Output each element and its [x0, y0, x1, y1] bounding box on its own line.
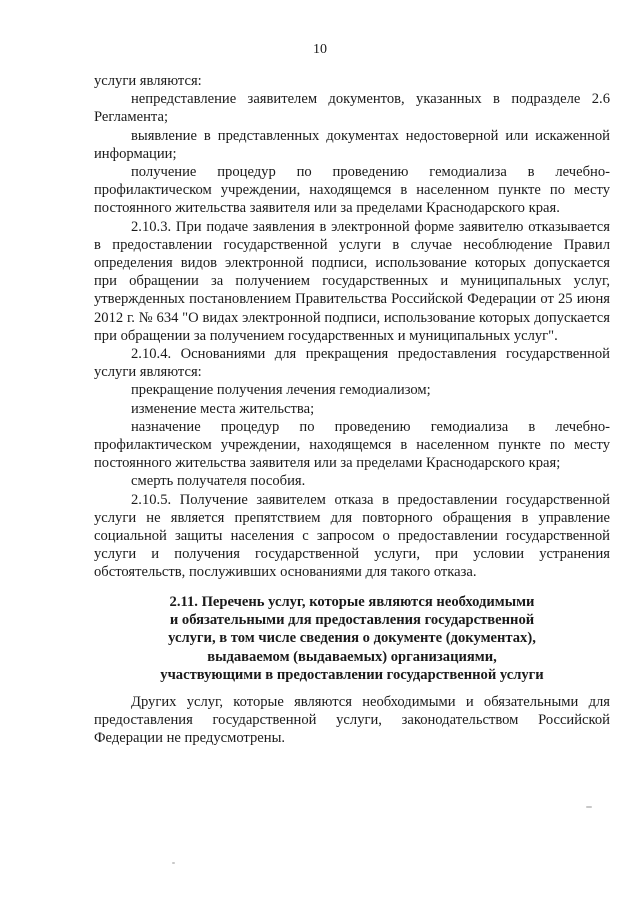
heading-line: и обязательными для предоставления государственной: [169, 612, 535, 629]
scan-mark: [586, 806, 592, 808]
paragraph-2-10-4: 2.10.4. Основаниями для прекращения предоставления государственной услуги являются:: [94, 346, 610, 381]
heading-line: 2.11. Перечень услуг, которые являются необходимыми: [169, 594, 535, 610]
paragraph-recipient-death: смерть получателя пособия.: [131, 473, 306, 490]
paragraph-false-information: выявление в представленных документах недостоверной или искаженной информации;: [94, 127, 610, 162]
page-number: 10: [313, 42, 327, 57]
heading-line: выдаваемом (выдаваемых) организациями,: [207, 648, 497, 665]
paragraph-hemodialysis-assigned: назначение процедур по проведению гемодиализа в лечебно-профилактическом учреждении, находящемся в населенном пункте по месту постоянного жительства заявителя или за пределами Краснодарского края;: [94, 418, 610, 472]
paragraph-non-submission: непредставление заявителем документов, указанных в подразделе 2.6 Регламента;: [94, 91, 610, 126]
paragraph-no-other-services: Других услуг, которые являются необходимыми и обязательными для предоставления государственной услуги, законодательством Российской Федерации не предусмотрены.: [94, 694, 610, 747]
scan-mark: [172, 862, 175, 864]
section-heading-2-11: [94, 593, 610, 684]
heading-line: услуги, в том числе сведения о документе (документах),: [168, 630, 536, 647]
body-text: [94, 72, 610, 582]
closing-text: [94, 693, 610, 748]
paragraph-services-are: услуги являются:: [94, 73, 202, 89]
heading-line: участвующими в предоставлении государственной услуги: [160, 666, 544, 683]
paragraph-residence-change: изменение места жительства;: [131, 400, 315, 417]
paragraph-2-10-3: 2.10.3. При подаче заявления в электронной форме заявителю отказывается в предоставлении государственной услуги в случае несоблюдение Правил определения видов электронной подписи, использование которых допускается при обращении за получением государственных и муниципальных услуг, утвержденных постановлением Правительства Российской Федерации от 25 июня 2012 г. № 634 "О видах электронной подписи, использование которых допускается при обращении за получением государственных и муниципальных услуг".: [94, 218, 610, 344]
paragraph-treatment-stopped: прекращение получения лечения гемодиализом;: [131, 382, 431, 399]
paragraph-2-10-5: 2.10.5. Получение заявителем отказа в предоставлении государственной услуги не является препятствием для повторного обращения в управление социальной защиты населения с запросом о предоставлении государственной услуги и получения государственной услуги, при условии устранения обстоятельств, послуживших основаниями для такого отказа.: [94, 491, 610, 581]
paragraph-hemodialysis-received: получение процедур по проведению гемодиализа в лечебно-профилактическом учреждении, находящемся в населенном пункте по месту постоянного жительства заявителя или за пределами Краснодарского края.: [94, 164, 610, 217]
